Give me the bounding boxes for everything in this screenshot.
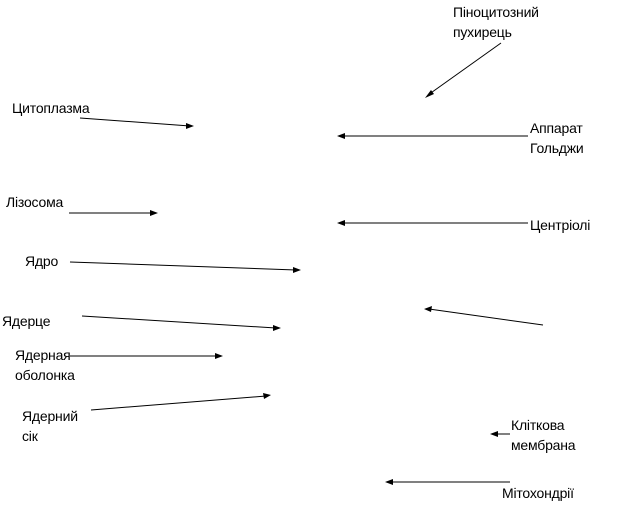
label-cell-membrane <box>511 415 575 455</box>
arrow-lysosome <box>69 210 158 216</box>
label-nuclear-envelope <box>15 345 75 385</box>
label-nuclear-sap <box>22 406 78 446</box>
label-cytoplasm: Цитоплазма <box>12 100 90 116</box>
arrow-centrioles <box>337 220 528 226</box>
arrow-cell-membrane-upper <box>424 306 543 325</box>
label-line: Ядерний <box>22 408 78 424</box>
arrow-golgi-apparatus <box>337 133 528 139</box>
arrow-pinocytotic-vesicle <box>425 43 501 98</box>
label-line: сік <box>22 428 38 444</box>
label-line: оболонка <box>15 367 75 383</box>
arrow-cytoplasm <box>80 118 194 129</box>
label-line: Аппарат <box>530 120 583 136</box>
label-pinocytotic-vesicle <box>453 2 539 42</box>
label-lysosome: Лізосома <box>6 194 64 210</box>
label-nucleus: Ядро <box>25 253 59 269</box>
label-golgi-apparatus <box>530 118 584 158</box>
label-line: пухирець <box>453 24 512 40</box>
arrow-nuclear-envelope <box>70 353 223 359</box>
arrow-nucleolus <box>82 316 281 331</box>
arrow-mitochondria <box>385 479 510 485</box>
label-mitochondria: Мітохондрії <box>502 485 574 501</box>
label-nucleolus: Ядерце <box>2 313 51 329</box>
arrow-cell-membrane <box>490 431 510 437</box>
label-line: мембрана <box>511 437 576 453</box>
label-line: Кліткова <box>511 417 565 433</box>
arrow-nuclear-sap <box>91 393 271 410</box>
label-centrioles: Центріолі <box>530 217 591 233</box>
label-line: Ядерная <box>15 347 71 363</box>
arrow-nucleus <box>70 262 301 273</box>
label-line: Гольджи <box>530 140 584 156</box>
label-line: Піноцитозний <box>453 4 539 20</box>
